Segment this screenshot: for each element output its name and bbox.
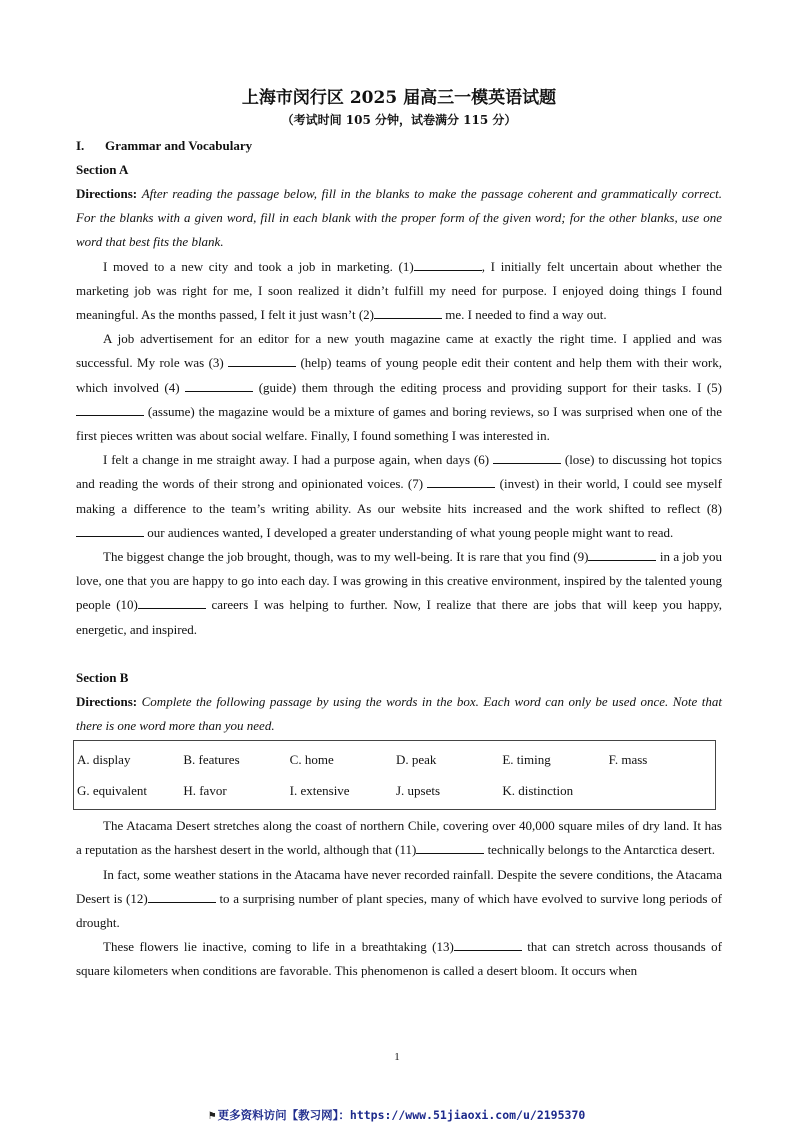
word-option: B. features <box>183 752 240 768</box>
blank-6[interactable] <box>493 451 561 464</box>
word-option: A. display <box>77 752 131 768</box>
part-title: Grammar and Vocabulary <box>105 138 253 153</box>
word-option: E. timing <box>502 752 551 768</box>
passage-b-paragraph-3: These flowers lie inactive, coming to life in a breathtaking (13) that can stretch across thousands of square kilometers when conditions are favorable. This phenomenon is called a desert bloom. It occurs when <box>76 939 722 979</box>
section-b-title: Section B <box>76 669 129 685</box>
part-heading <box>76 134 722 158</box>
passage-b-paragraph-1: The Atacama Desert stretches along the coast of northern Chile, covering over 40,000 square miles of dry land. It has a reputation as the harshest desert in the world, although that (11) technically belongs to the Antarctica desert. <box>76 818 722 858</box>
blank-5[interactable] <box>76 403 144 416</box>
section-spacer <box>76 642 722 666</box>
word-option: G. equivalent <box>77 783 148 799</box>
section-a-directions <box>76 182 722 255</box>
blank-4[interactable] <box>185 379 253 392</box>
blank-2[interactable] <box>374 306 442 319</box>
flag-icon: ⚑ <box>208 1108 216 1122</box>
blank-8[interactable] <box>76 524 144 537</box>
word-option <box>609 775 715 806</box>
directions-label: Directions: <box>76 693 138 709</box>
word-option: I. extensive <box>289 783 350 799</box>
word-bank-box <box>73 740 716 810</box>
word-option: D. peak <box>395 752 437 768</box>
word-option: K. distinction <box>502 783 574 799</box>
passage-a-paragraph-3: I felt a change in me straight away. I had a purpose again, when days (6) (lose) to discussing hot topics and reading the words of their strong and opinionated voices. (7) (invest) in their world, I could see myself making a difference to the team’s writing ability. As our website hits increased and the work shifted to reflect (8) our audiences wanted, I developed a greater understanding of what young people might want to read. <box>76 452 723 540</box>
blank-3[interactable] <box>228 354 296 367</box>
footer-text[interactable]: 更多资料访问【教习网】：https://www.51jiaoxi.com/u/2195370 <box>217 1108 586 1122</box>
blank-7[interactable] <box>427 475 495 488</box>
passage-b-paragraph-2: In fact, some weather stations in the Atacama have never recorded rainfall. Despite the severe conditions, the Atacama Desert is (12) to a surprising number of plant species, many of which have evolved to survive long periods of drought. <box>76 866 722 931</box>
word-bank-row <box>77 775 715 806</box>
word-option: C. home <box>289 752 334 768</box>
word-option: J. upsets <box>395 783 441 799</box>
passage-a-paragraph-1: I moved to a new city and took a job in marketing. (1) , I initially felt uncertain about whether the marketing job was right for me, I soon realized it didn’t fulfill my need for purpose. I enjoyed doing things I found meaningful. As the months passed, I felt it just wasn’t (2) me. I needed to find a way out. <box>76 258 723 323</box>
blank-12[interactable] <box>148 890 216 903</box>
section-a-title: Section A <box>76 162 129 177</box>
blank-9[interactable] <box>588 548 656 561</box>
blank-13[interactable] <box>454 938 522 951</box>
page-number: 1 <box>394 1051 400 1063</box>
passage-a-paragraph-4: The biggest change the job brought, though, was to my well-being. It is rare that you find (9) in a job you love, one that you are happy to go into each day. I was growing in this creative environment, inspired by the talented young people (10) careers I was helping to further. Now, I realize that there are jobs that will keep you happy, energetic, and inspired. <box>76 549 723 637</box>
footer-link[interactable] <box>0 1107 794 1123</box>
word-option: F. mass <box>608 752 648 768</box>
word-option: H. favor <box>183 783 227 799</box>
word-bank-row <box>77 744 715 775</box>
part-number: I. <box>76 138 85 153</box>
blank-1[interactable] <box>414 258 482 271</box>
blank-10[interactable] <box>138 596 206 609</box>
exam-title: 上海市闵行区 2025 届高三一模英语试题 <box>241 88 557 108</box>
exam-page <box>76 86 722 984</box>
exam-subtitle: （考试时间 105 分钟，试卷满分 115 分） <box>281 113 517 127</box>
directions-text: After reading the passage below, fill in the blanks to make the passage coherent and grammatically correct. For the blanks with a given word, fill in each blank with the proper form of the given word; for the other blanks, use one word that best fits the blank. <box>76 186 722 250</box>
section-b-directions <box>76 690 722 738</box>
directions-text: Complete the following passage by using the words in the box. Each word can only be used once. Note that there is one word more than you need. <box>76 693 723 734</box>
passage-a-paragraph-2: A job advertisement for an editor for a new youth magazine came at exactly the right time. I applied and was successful. My role was (3) (help) teams of young people edit their content and help them with their work, which involved (4) (guide) them through the editing process and providing support for their tasks. I (5) (assume) the magazine would be a mixture of games and boring reviews, so I was surprised when one of the first pieces written was about social welfare. Finally, I found something I was interested in. <box>76 331 723 444</box>
blank-11[interactable] <box>416 841 484 854</box>
directions-label: Directions: <box>76 186 138 201</box>
